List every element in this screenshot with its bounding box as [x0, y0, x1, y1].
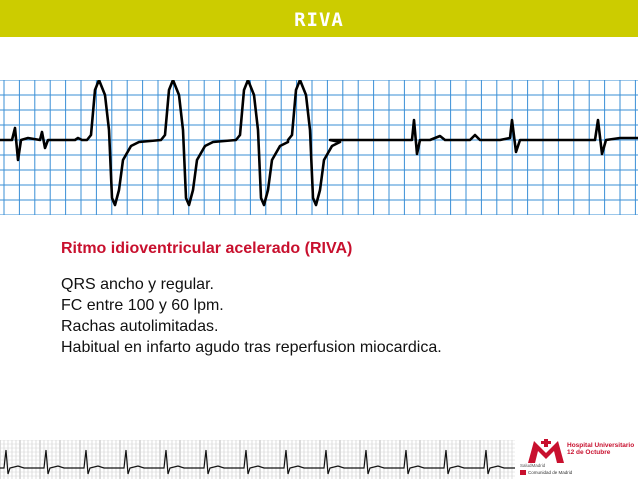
community-label: Comunidad de Madrid — [528, 470, 573, 475]
hospital-logo — [520, 439, 638, 479]
description-line: Rachas autolimitadas. — [61, 318, 219, 335]
description-list — [61, 274, 442, 358]
saludmadrid-label: SaludMadrid — [520, 463, 546, 468]
footer-ecg-grid — [0, 440, 515, 479]
community-flag-icon — [520, 470, 526, 475]
footer-ecg-strip — [0, 440, 515, 479]
description-line: Habitual en infarto agudo tras reperfusion miocardica. — [61, 339, 442, 356]
slide-title: RIVA — [294, 9, 344, 31]
rhythm-heading: Ritmo idioventricular acelerado (RIVA) — [61, 240, 353, 257]
ecg-strip — [0, 80, 638, 215]
ecg-trace — [0, 80, 638, 205]
hospital-name: Hospital Universitario 12 de Octubre — [567, 442, 635, 456]
footer-ecg-trace — [0, 450, 515, 474]
description-line: QRS ancho y regular. — [61, 276, 214, 293]
madrid-m-logo-icon — [524, 439, 568, 465]
description-line: FC entre 100 y 60 lpm. — [61, 297, 224, 314]
